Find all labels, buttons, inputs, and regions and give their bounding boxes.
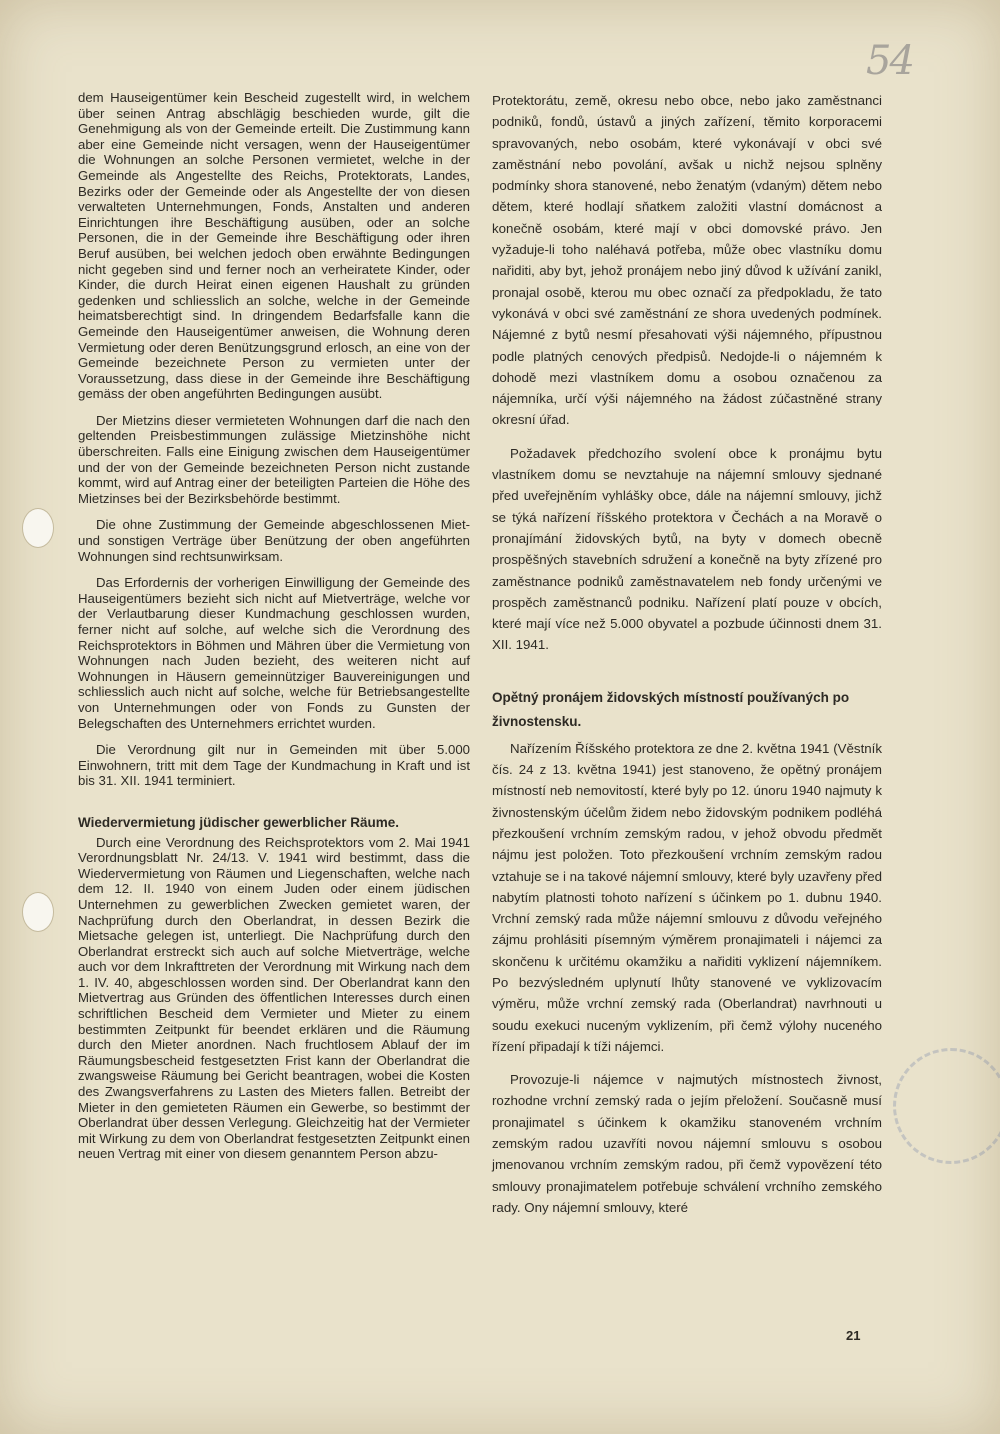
paragraph: Protektorátu, země, okresu nebo obce, nebo jako zaměstnanci podniků, fondů, ústavů a jiných zařízení, těmito korporacemi spravovaných, nebo osobám, které vykonávají v obci své zaměstnání nebo povolání, avšak u nichž nejsou splněny podmínky shora stanovené, nebo ženatým (vdaným) dětem nebo dětem, které hodlají sňatkem založiti vlastní domácnost a konečně osobám, které mají v obci domovské právo. Jen vyžaduje-li toho naléhavá potřeba, může obec vlastníku domu nařiditi, aby byt, jehož pronájem nebo jiný důvod k užívání zanikl, pronajal osobě, kterou mu obec označí za předpokladu, že tato vykonává v obci své zaměstnání ze shora uvedených podmínek. Nájemné z bytů nesmí přesahovati výši nájemného, přípustnou podle platných cenových předpisů. Nedojde-li o nájemném k dohodě mezi vlastníkem domu a osobou označenou za nájemníka, určí výši nájemného na žádost zúčastněné strany okresní úřad. [492, 93, 882, 428]
paragraph: Die ohne Zustimmung der Gemeinde abgeschlossenen Miet- und sonstigen Verträge über Benützung der oben angeführten Wohnungen sind rechtsunwirksam. [78, 517, 470, 564]
punch-hole [22, 892, 54, 932]
paragraph: Nařízením Říšského protektora ze dne 2. května 1941 (Věstník čís. 24 z 13. května 1941) jest stanoveno, že opětný pronájem místností neb nemovitostí, které byly po 12. únoru 1940 najmuty k živnostenským účelům židem nebo židovským podnikem podléhá přezkoušení vrchním zemským radou, v jehož obvodu předmět nájmu jest položen. Toto přezkoušení vrchním zemským radou vztahuje se i na takové nájemní smlouvy, které byly uzavřeny před nabytím platnosti tohoto nařízení s účinkem po 1. dubnu 1940. Vrchní zemský rada může nájemní smlouvu z důvodu veřejného zájmu prohlásiti písemným výměrem pronajimateli i nájemci za skončenu k určitému okamžiku a nařiditi vyklizení nájemníkem. Po bezvýsledném uplynutí lhůty stanovené ve vyklizovacím výměru, může vrchní zemský rada (Oberlandrat) navrhnouti u soudu exekuci nuceným vyklizením, při čemž výlohy nuceného řízení připadají k tíži nájemci. [492, 740, 882, 1054]
faded-stamp [893, 1048, 1000, 1164]
paragraph: Das Erfordernis der vorherigen Einwilligung der Gemeinde des Hauseigentümers bezieht sich nicht auf Mietverträge, welche vor der Verlautbarung dieser Kundmachung geschlossen wurden, ferner nicht auf solche, auf welche sich die Verordnung des Reichsprotektors in Böhmen und Mähren über die Vermietung von Wohnungen nach Juden bezieht, des weiteren nicht auf Wohnungen in Häusern gemeinnütziger Bauvereinigungen und schliesslich auch nicht auf solche, welche für Betriebsangestellte von Unternehmungen oder von Fonds zu Gunsten der Belegschaften des Unternehmers errichtet wurden. [78, 575, 470, 731]
paragraph: Der Mietzins dieser vermieteten Wohnungen darf die nach den geltenden Preisbestimmungen zulässige Mietzinshöhe nicht überschreiten. Falls eine Einigung zwischen dem Hauseigentümer und der von der Gemeinde bezeichneten Person nicht zustande kommt, wird auf Antrag einer der beteiligten Parteien die Höhe des Mietzinses bei der Bezirksbehörde bestimmt. [78, 412, 470, 506]
section-heading: Wiedervermietung jüdischer gewerblicher Räume. [78, 814, 399, 830]
punch-hole [22, 508, 54, 548]
paragraph: Durch eine Verordnung des Reichsprotektors vom 2. Mai 1941 Verordnungsblatt Nr. 24/13. V. 1941 wird bestimmt, dass die Wiedervermietung von Räumen und Liegenschaften, welche nach dem 12. II. 1940 von einem Juden oder einem jüdischen Unternehmen zu gewerblichen Zwecken gemietet waren, der Nachprüfung durch den Oberlandrat, in dessen Bezirk die Mietsache gelegen ist, unterliegt. Die Nachprüfung durch den Oberlandrat erstreckt sich auch auf solche Mietverträge, welche auch vor dem Inkrafttreten der Verordnung mit Wirkung nach dem 1. IV. 40, abgeschlossen worden sind. Der Oberlandrat kann den Mietvertrag aus Gründen des öffentlichen Interesses durch einen schriftlichen Bescheid dem Vermieter und Mieter zu einem bestimmten Zeitpunkt für beendet erklären und die Räumung durch den Mieter anordnen. Nach fruchtlosem Ablauf der im Räumungsbescheid festgesetzten Frist kann der Oberlandrat die zwangsweise Räumung bei Gericht beantragen, wobei die Kosten des Zwangsverfahrens zu Lasten des Mieters fallen. Betreibt der Mieter in den gemieteten Räumen ein Gewerbe, so bestimmt der Oberlandrat über dessen Verlegung. Gleichzeitig hat der Vermieter mit Wirkung zu dem von Oberlandrat festgesetzten Zeitpunkt einen neuen Vertrag mit einer von diesem genanntem Person abzu- [78, 834, 470, 1162]
paragraph: Provozuje-li nájemce v najmutých místnostech živnost, rozhodne vrchní zemský rada o jejím přeložení. Současně musí pronajimatel s účinkem k okamžiku stanoveném vrchním zemským radou uzavříti novou nájemní smlouvu s osobou jmenovanou vrchním zemským radou, při čemž vypovězení této smlouvy pronajimatelem potřebuje schválení vrchního zemského rady. Ony nájemní smlouvy, které [492, 1072, 882, 1215]
section-heading: Opětný pronájem židovských místností používaných po živnostensku. [492, 689, 850, 729]
page-number: 21 [846, 1328, 861, 1343]
right-column [492, 90, 882, 1230]
paragraph: Die Verordnung gilt nur in Gemeinden mit über 5.000 Einwohnern, tritt mit dem Tage der Kundmachung in Kraft und ist bis 31. XII. 1941 terminiert. [78, 742, 470, 789]
paragraph: Požadavek předchozího svolení obce k pronájmu bytu vlastníkem domu se nevztahuje na nájemní smlouvy sjednané před uveřejněním vyhlášky obce, dále na nájemní smlouvy, jichž se týká nařízení říšského protektora v Čechách a na Moravě o pronajímání židovských bytů, na byty v domech obecně prospěšných stavebních sdružení a konečně na byty zřízené pro zaměstnance podniků zaměstnavatelem neb fondy určenými ve prospěch zaměstnanců podniku. Nařízení platí pouze v obcích, které mají více než 5.000 obyvatel a pozbude účinnosti dnem 31. XII. 1941. [492, 445, 882, 653]
handwritten-page-note: 54 [866, 38, 913, 84]
left-column [78, 90, 470, 1173]
paragraph: dem Hauseigentümer kein Bescheid zugestellt wird, in welchem über seinen Antrag abschlägig beschieden wurde, gilt die Genehmigung als von der Gemeinde erteilt. Die Zustimmung kann aber eine Gemeinde nicht versagen, wenn der Hauseigentümer die Wohnungen an solche Personen vermietet, welche in der Gemeinde als Angestellte des Reichs, Protektorats, Landes, Bezirks oder der Gemeinde oder als Angestellte der von diesen verwalteten Unternehmungen, Fonds, Anstalten und anderen Einrichtungen ihre Beschäftigung ausüben, oder an solche Personen, die in der Gemeinde ihre Beschäftigung oder ihren Beruf ausüben, bei welchen jedoch oben erwähnte Bedingungen nicht gegeben sind und ferner noch an verheiratete Kinder, oder Kinder, die durch Heirat einen eigenen Haushalt zu gründen gedenken und schliesslich an solche, welche in der Gemeinde heimatsberechtigt sind. In dringendem Bedarfsfalle kann die Gemeinde den Hauseigentümer anweisen, die Wohnung deren Vermietung oder deren Benützungsgrund erlosch, an eine von der Gemeinde bezeichnete Person zu vermieten unter der Voraussetzung, dass diese in der Gemeinde ihre Beschäftigung gemäss der oben angeführten Bedingungen ausübt. [78, 90, 470, 402]
